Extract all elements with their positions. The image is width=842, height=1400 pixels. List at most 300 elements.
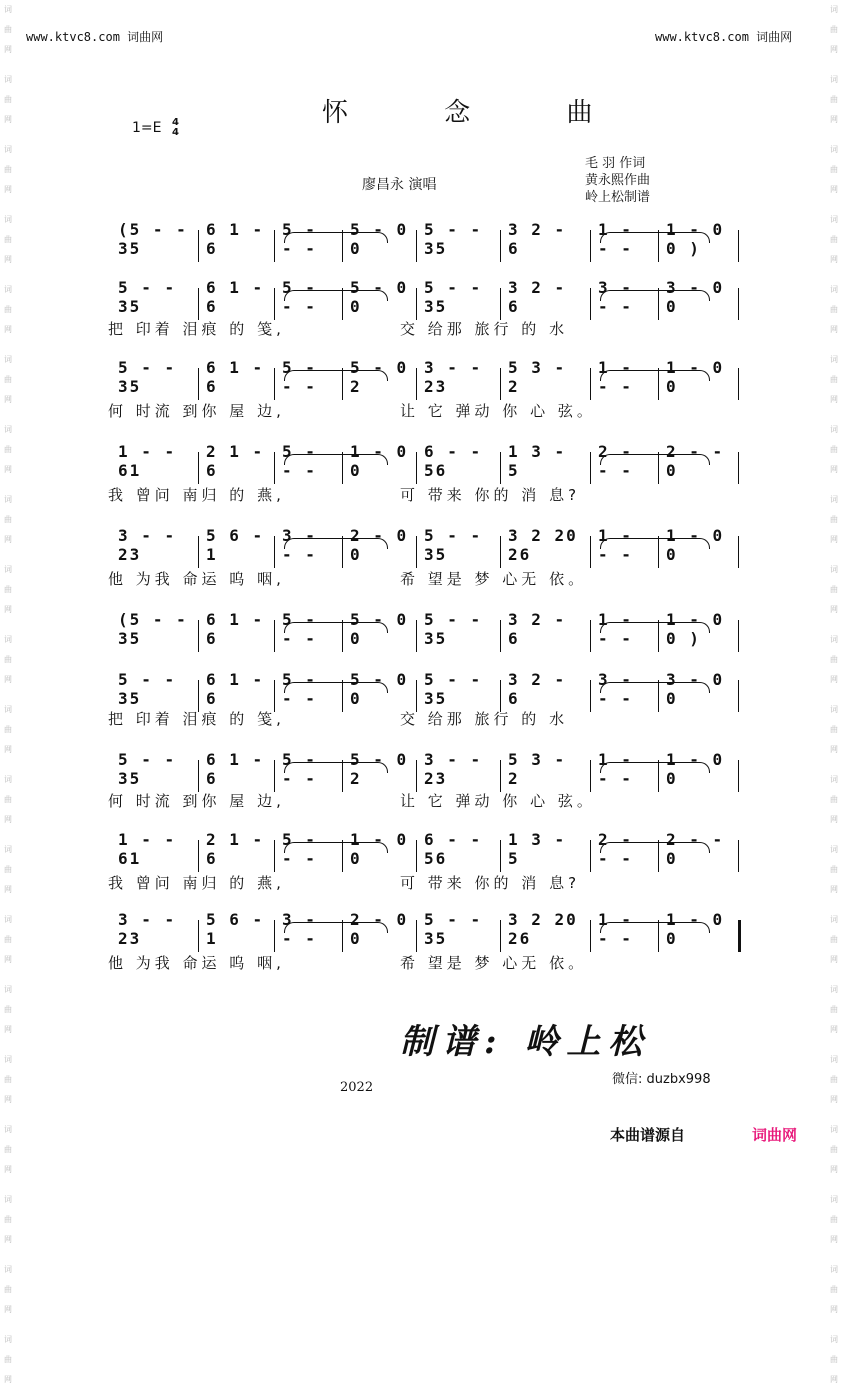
watermark-char: 网 [4, 1095, 12, 1104]
bar-line [590, 620, 591, 652]
measure: 5 - - 35 [424, 670, 483, 708]
watermark-char: 词 [830, 705, 838, 714]
lyric-phrase: 交 给那 旅行 的 水 [400, 710, 569, 728]
bar-line [738, 920, 741, 952]
lyric-row [0, 952, 842, 974]
source-label: 本曲谱源自 [610, 1126, 686, 1144]
measure: 3 - - 23 [424, 750, 483, 788]
measure: 1 - - - [598, 358, 633, 396]
watermark-char: 曲 [4, 235, 12, 244]
measure: 1 - - 61 [118, 442, 177, 480]
lyric-phrase: 希 望是 梦 心无 依。 [400, 570, 588, 588]
watermark-char: 网 [830, 1235, 838, 1244]
measure: 3 2 - 6 [508, 610, 567, 648]
measure: 5 - 0 2 [350, 750, 409, 788]
tie-slur [284, 922, 388, 933]
watermark-char: 词 [830, 635, 838, 644]
bar-line [500, 536, 501, 568]
watermark-char: 曲 [830, 375, 838, 384]
watermark-char: 网 [830, 325, 838, 334]
watermark-char: 词 [4, 985, 12, 994]
header-site-right: 词曲网 [756, 30, 793, 44]
header-right [655, 28, 792, 45]
watermark-char: 词 [4, 5, 12, 14]
bar-line [590, 288, 591, 320]
watermark-char: 网 [830, 255, 838, 264]
singer-credit: 廖昌永 演唱 [362, 177, 437, 193]
tie-slur [600, 290, 710, 301]
measure: 2 - 0 0 [350, 526, 409, 564]
bar-line [500, 840, 501, 872]
watermark-char: 曲 [830, 1355, 838, 1364]
lyric-phrase: 交 给那 旅行 的 水 [400, 320, 569, 338]
measure: 5 - - 35 [424, 610, 483, 648]
watermark-char: 网 [4, 1235, 12, 1244]
tie-slur [600, 538, 710, 549]
tie-slur [600, 232, 710, 243]
bar-line [198, 368, 199, 400]
watermark-char: 网 [830, 1095, 838, 1104]
watermark-char: 网 [830, 605, 838, 614]
watermark-char: 曲 [830, 515, 838, 524]
lyric-row [0, 484, 842, 506]
watermark-char: 曲 [4, 25, 12, 34]
bar-line [738, 368, 739, 400]
measure: 1 - - - [598, 610, 633, 648]
watermark-char: 词 [830, 1265, 838, 1274]
header-site-left: 词曲网 [127, 30, 164, 44]
measure: 6 1 - 6 [206, 750, 265, 788]
bar-line [738, 536, 739, 568]
watermark-char: 词 [830, 145, 838, 154]
watermark-char: 词 [830, 355, 838, 364]
watermark-char: 词 [4, 75, 12, 84]
bar-line [590, 368, 591, 400]
measure: 1 - 0 0 [666, 526, 725, 564]
measure: 3 2 - 6 [508, 220, 567, 258]
measure: 6 1 - 6 [206, 278, 265, 316]
watermark-char: 曲 [4, 305, 12, 314]
measure: 6 1 - 6 [206, 670, 265, 708]
lyric-phrase: 何 时流 到你 屋 边, [108, 792, 285, 810]
measure: (5 - - 35 [118, 610, 188, 648]
watermark-char: 曲 [830, 935, 838, 944]
measure: 1 - 0 0 [350, 830, 409, 868]
watermark-char: 网 [830, 675, 838, 684]
bar-line [416, 368, 417, 400]
measure: 3 - - 23 [424, 358, 483, 396]
tie-slur [284, 538, 388, 549]
watermark-char: 网 [830, 115, 838, 124]
lyric-phrase: 我 曾问 南归 的 燕, [108, 486, 285, 504]
bar-line [590, 452, 591, 484]
measure: 1 - - - [598, 526, 633, 564]
measure: 1 - - 61 [118, 830, 177, 868]
watermark-char: 词 [4, 1195, 12, 1204]
music-row [0, 444, 842, 484]
watermark-char: 词 [4, 215, 12, 224]
key-signature [132, 118, 179, 138]
watermark-char: 网 [830, 815, 838, 824]
watermark-char: 词 [830, 215, 838, 224]
bar-line [416, 920, 417, 952]
watermark-char: 曲 [4, 1075, 12, 1084]
watermark-char: 词 [4, 635, 12, 644]
watermark-char: 曲 [4, 95, 12, 104]
watermark-char: 曲 [4, 515, 12, 524]
tie-slur [284, 232, 388, 243]
bar-line [198, 288, 199, 320]
watermark-char: 词 [830, 495, 838, 504]
watermark-char: 曲 [4, 725, 12, 734]
measure: 6 1 - 6 [206, 358, 265, 396]
watermark-char: 网 [4, 395, 12, 404]
lyric-row [0, 790, 842, 812]
watermark-char: 网 [4, 675, 12, 684]
header-url-right: www.ktvc8.com [655, 30, 749, 44]
tie-slur [284, 622, 388, 633]
measure: 6 1 - 6 [206, 220, 265, 258]
watermark-char: 曲 [830, 1005, 838, 1014]
watermark-char: 曲 [4, 165, 12, 174]
bar-line [590, 536, 591, 568]
watermark-char: 词 [830, 1195, 838, 1204]
watermark-char: 网 [4, 465, 12, 474]
tie-slur [600, 622, 710, 633]
bar-line [416, 620, 417, 652]
measure: 5 6 - 1 [206, 526, 265, 564]
watermark-char: 词 [830, 985, 838, 994]
tie-slur [284, 762, 388, 773]
measure: 2 1 - 6 [206, 830, 265, 868]
watermark-char: 网 [4, 325, 12, 334]
time-numerator: 4 [171, 117, 179, 128]
measure: 5 - - 35 [424, 278, 483, 316]
measure: 5 - - 35 [118, 358, 177, 396]
measure: 3 - 0 0 [666, 278, 725, 316]
tie-slur [600, 682, 710, 693]
song-title: 怀 念 曲 [322, 98, 637, 128]
measure: 1 - 0 0 [666, 750, 725, 788]
bar-line [500, 620, 501, 652]
watermark-char: 网 [830, 1375, 838, 1384]
watermark-char: 网 [4, 1375, 12, 1384]
watermark-char: 网 [830, 45, 838, 54]
watermark-char: 网 [4, 885, 12, 894]
music-row [0, 832, 842, 872]
measure: 5 3 - 2 [508, 358, 567, 396]
measure: 2 - - - [598, 830, 633, 868]
watermark-char: 网 [4, 745, 12, 754]
measure: 1 3 - 5 [508, 830, 567, 868]
bar-line [738, 840, 739, 872]
bar-line [416, 760, 417, 792]
watermark-char: 网 [4, 1025, 12, 1034]
watermark-char: 词 [4, 775, 12, 784]
watermark-char: 词 [4, 355, 12, 364]
watermark-char: 词 [830, 775, 838, 784]
tie-slur [600, 922, 710, 933]
bar-line [500, 760, 501, 792]
bar-line [274, 760, 275, 792]
watermark-char: 曲 [4, 655, 12, 664]
measure: 3 - - - [598, 278, 633, 316]
measure: 3 - - 23 [118, 526, 177, 564]
watermark-char: 曲 [830, 1285, 838, 1294]
tie-slur [600, 454, 710, 465]
measure: 3 - - - [282, 526, 317, 564]
watermark-char: 网 [4, 605, 12, 614]
measure: 5 6 - 1 [206, 910, 265, 948]
lyric-row [0, 872, 842, 894]
watermark-char: 曲 [4, 795, 12, 804]
bar-line [274, 368, 275, 400]
lyric-phrase: 何 时流 到你 屋 边, [108, 402, 285, 420]
watermark-char: 词 [830, 1055, 838, 1064]
music-row [0, 360, 842, 400]
watermark-char: 曲 [830, 25, 838, 34]
bar-line [500, 368, 501, 400]
watermark-char: 词 [4, 1055, 12, 1064]
watermark-char: 曲 [830, 445, 838, 454]
watermark-char: 网 [830, 1025, 838, 1034]
lyric-phrase: 他 为我 命运 呜 咽, [108, 570, 285, 588]
tie-slur [600, 370, 710, 381]
measure: 5 - - 35 [118, 670, 177, 708]
music-row [0, 752, 842, 792]
watermark-char: 网 [830, 745, 838, 754]
watermark-char: 词 [4, 705, 12, 714]
bar-line [274, 620, 275, 652]
measure: 3 2 - 6 [508, 278, 567, 316]
measure: 3 2 - 6 [508, 670, 567, 708]
measure: 5 - - 35 [118, 750, 177, 788]
measure: 3 - - 23 [118, 910, 177, 948]
measure: 3 - 0 0 [666, 670, 725, 708]
measure: 2 - - - [598, 442, 633, 480]
measure: 2 - - 0 [666, 442, 725, 480]
bar-line [738, 620, 739, 652]
watermark-char: 词 [4, 425, 12, 434]
watermark-char: 词 [830, 75, 838, 84]
measure: 5 - - - [282, 278, 317, 316]
measure: 5 - - 35 [424, 910, 483, 948]
measure: (5 - - 35 [118, 220, 188, 258]
watermark-char: 词 [4, 495, 12, 504]
lyric-row [0, 400, 842, 422]
measure: 5 - - 35 [118, 278, 177, 316]
maker-signature: 制谱: 岭上松 [400, 1022, 651, 1062]
measure: 3 - - - [282, 910, 317, 948]
tie-slur [284, 370, 388, 381]
measure: 6 - - 56 [424, 830, 483, 868]
watermark-char: 曲 [830, 1215, 838, 1224]
measure: 1 - - - [598, 220, 633, 258]
bar-line [590, 230, 591, 262]
watermark-char: 词 [830, 1335, 838, 1344]
measure: 5 - - - [282, 670, 317, 708]
watermark-char: 词 [4, 1335, 12, 1344]
measure: 1 - 0 0 [350, 442, 409, 480]
bar-line [500, 230, 501, 262]
bar-line [500, 452, 501, 484]
watermark-char: 曲 [830, 235, 838, 244]
bar-line [198, 760, 199, 792]
wechat-contact: 微信: duzbx998 [612, 1072, 711, 1087]
measure: 2 - 0 0 [350, 910, 409, 948]
watermark-char: 曲 [4, 1285, 12, 1294]
measure: 5 - 0 0 [350, 670, 409, 708]
watermark-char: 曲 [830, 585, 838, 594]
watermark-char: 网 [830, 1165, 838, 1174]
lyric-phrase: 让 它 弹动 你 心 弦。 [400, 792, 596, 810]
bar-line [590, 840, 591, 872]
measure: 1 - 0 0 [666, 910, 725, 948]
watermark-char: 词 [830, 285, 838, 294]
lyric-phrase: 可 带来 你的 消 息? [400, 486, 581, 504]
lyric-row [0, 568, 842, 590]
measure: 6 1 - 6 [206, 610, 265, 648]
bar-line [274, 452, 275, 484]
measure: 1 - 0 0 ) [666, 610, 725, 648]
watermark-char: 网 [830, 1305, 838, 1314]
time-signature [172, 118, 179, 138]
bar-line [500, 288, 501, 320]
credits-block [585, 155, 650, 206]
bar-line [198, 452, 199, 484]
lyricist-credit: 毛 羽 作词 [585, 156, 646, 171]
music-row [0, 612, 842, 652]
measure: 3 - - - [598, 670, 633, 708]
lyric-phrase: 可 带来 你的 消 息? [400, 874, 581, 892]
measure: 5 - - 35 [424, 220, 483, 258]
watermark-char: 曲 [830, 795, 838, 804]
watermark-char: 曲 [830, 865, 838, 874]
header-url-left: www.ktvc8.com [26, 30, 120, 44]
watermark-char: 词 [4, 285, 12, 294]
watermark-char: 曲 [4, 1145, 12, 1154]
measure: 5 3 - 2 [508, 750, 567, 788]
watermark-char: 曲 [830, 95, 838, 104]
bar-line [198, 620, 199, 652]
measure: 5 - 0 0 [350, 610, 409, 648]
watermark-char: 网 [4, 1305, 12, 1314]
watermark-char: 网 [830, 465, 838, 474]
watermark-char: 曲 [4, 1005, 12, 1014]
bar-line [274, 840, 275, 872]
measure: 1 3 - 5 [508, 442, 567, 480]
measure: 5 - - - [282, 750, 317, 788]
watermark-char: 网 [4, 535, 12, 544]
measure: 1 - 0 0 [666, 358, 725, 396]
measure: 2 - - 0 [666, 830, 725, 868]
bar-line [738, 760, 739, 792]
measure: 5 - - - [282, 220, 317, 258]
watermark-char: 网 [830, 185, 838, 194]
watermark-char: 词 [4, 565, 12, 574]
bar-line [198, 920, 199, 952]
watermark-char: 词 [4, 915, 12, 924]
watermark-char: 曲 [830, 1145, 838, 1154]
bar-line [274, 920, 275, 952]
watermark-char: 网 [4, 255, 12, 264]
measure: 5 - - - [282, 830, 317, 868]
composer-credit: 黄永熙作曲 [585, 173, 651, 188]
bar-line [590, 760, 591, 792]
tie-slur [284, 290, 388, 301]
bar-line [738, 230, 739, 262]
measure: 1 - - - [598, 750, 633, 788]
tie-slur [284, 682, 388, 693]
tie-slur [284, 454, 388, 465]
watermark-char: 曲 [4, 445, 12, 454]
bar-line [416, 452, 417, 484]
watermark-char: 词 [4, 845, 12, 854]
music-row [0, 528, 842, 568]
watermark-char: 曲 [4, 1215, 12, 1224]
watermark-char: 词 [830, 1125, 838, 1134]
header-left [26, 28, 163, 45]
lyric-row [0, 318, 842, 340]
bar-line [500, 920, 501, 952]
watermark-char: 网 [4, 955, 12, 964]
bar-line [738, 452, 739, 484]
watermark-char: 曲 [4, 1355, 12, 1364]
watermark-char: 网 [4, 815, 12, 824]
measure: 2 1 - 6 [206, 442, 265, 480]
bar-line [416, 288, 417, 320]
watermark-char: 网 [830, 955, 838, 964]
music-row [0, 912, 842, 952]
measure: 5 - 0 0 [350, 278, 409, 316]
watermark-char: 网 [4, 1165, 12, 1174]
watermark-char: 词 [830, 5, 838, 14]
measure: 5 - - - [282, 358, 317, 396]
bar-line [590, 920, 591, 952]
watermark-char: 曲 [830, 725, 838, 734]
bar-line [198, 230, 199, 262]
measure: 5 - 0 2 [350, 358, 409, 396]
source-brand: 词曲网 [752, 1126, 798, 1144]
lyric-phrase: 把 印着 泪痕 的 笺, [108, 710, 285, 728]
bar-line [738, 288, 739, 320]
measure: 5 - - 35 [424, 526, 483, 564]
bar-line [416, 230, 417, 262]
measure: 1 - - - [598, 910, 633, 948]
watermark-char: 网 [830, 395, 838, 404]
bar-line [274, 536, 275, 568]
measure: 1 - 0 0 ) [666, 220, 725, 258]
watermark-char: 网 [4, 45, 12, 54]
watermark-char: 网 [4, 115, 12, 124]
music-row [0, 280, 842, 320]
watermark-char: 词 [4, 1265, 12, 1274]
measure: 3 2 20 26 [508, 910, 578, 948]
watermark-char: 曲 [830, 165, 838, 174]
lyric-phrase: 让 它 弹动 你 心 弦。 [400, 402, 596, 420]
bar-line [274, 288, 275, 320]
watermark-char: 词 [830, 565, 838, 574]
bar-line [198, 536, 199, 568]
watermark-char: 曲 [830, 655, 838, 664]
watermark-char: 词 [830, 915, 838, 924]
measure: 3 2 20 26 [508, 526, 578, 564]
tie-slur [600, 762, 710, 773]
bar-line [416, 536, 417, 568]
watermark-char: 词 [830, 845, 838, 854]
watermark-char: 词 [4, 145, 12, 154]
lyric-phrase: 他 为我 命运 呜 咽, [108, 954, 285, 972]
